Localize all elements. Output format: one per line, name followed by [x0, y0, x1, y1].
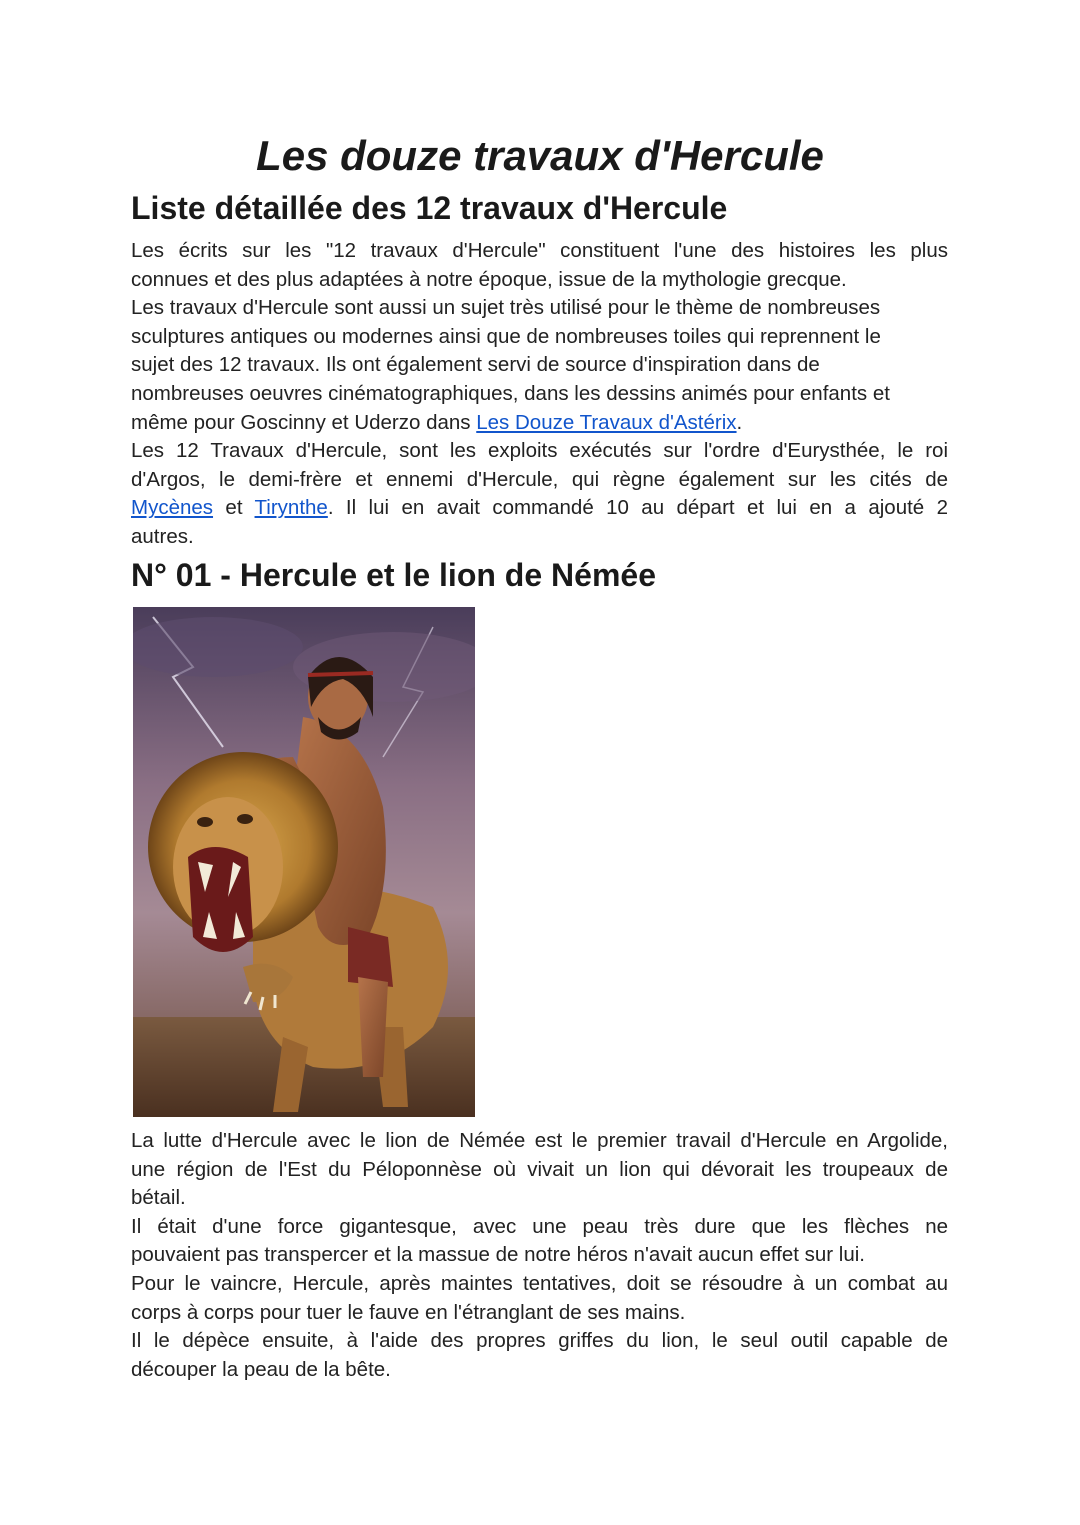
text-line	[131, 494, 948, 523]
section-subtitle: Liste détaillée des 12 travaux d'Hercule	[131, 190, 728, 226]
text-line: d'Argos, le demi-frère et ennemi d'Hercule, qui règne également sur les cités de	[131, 467, 948, 491]
text-line: La lutte d'Hercule avec le lion de Némée est le premier travail d'Hercule en Argolide,	[131, 1129, 948, 1152]
text-line: bétail.	[131, 1186, 186, 1210]
text-line: Les 12 Travaux d'Hercule, sont les exploits exécutés sur l'ordre d'Eurysthée, le roi	[131, 439, 948, 463]
text-line: sujet des 12 travaux. Ils ont également servi de source d'inspiration dans de	[131, 353, 820, 377]
text-fragment: et	[213, 496, 255, 520]
text-line: découper la peau de la bête.	[131, 1357, 391, 1381]
text-line: autres.	[131, 524, 194, 548]
text-line: pouvaient pas transpercer et la massue de notre héros n'avait aucun effet sur lui.	[131, 1243, 865, 1267]
text-fragment: . Il lui en avait commandé 10 au départ et lui en a ajouté 2	[327, 496, 948, 520]
intro-paragraph	[131, 237, 948, 552]
text-line: nombreuses oeuvres cinématographiques, dans les dessins animés pour enfants et	[131, 381, 890, 405]
lion-paragraph	[131, 1127, 948, 1384]
hercules-lion-illustration	[133, 607, 475, 1117]
text-line: sculptures antiques ou modernes ainsi que de nombreuses toiles qui reprennent le	[131, 324, 881, 348]
text-line	[131, 409, 948, 438]
document-title: Les douze travaux d'Hercule	[256, 132, 824, 179]
section-heading-lion: N° 01 - Hercule et le lion de Némée	[131, 557, 656, 593]
text-line: Pour le vaincre, Hercule, après maintes tentatives, doit se résoudre à un combat au	[131, 1271, 948, 1295]
illustration-svg	[133, 607, 475, 1117]
text-line: Les écrits sur les "12 travaux d'Hercule" constituent l'une des histoires les plus	[131, 239, 948, 262]
text-line: connues et des plus adaptées à notre époque, issue de la mythologie grecque.	[131, 267, 847, 291]
asterix-link[interactable]: Les Douze Travaux d'Astérix	[476, 410, 737, 434]
tirynthe-link[interactable]: Tirynthe	[254, 496, 328, 520]
text-line: Les travaux d'Hercule sont aussi un sujet très utilisé pour le thème de nombreuses	[131, 296, 881, 320]
text-line: Il le dépèce ensuite, à l'aide des propres griffes du lion, le seul outil capable de	[131, 1329, 948, 1353]
text-fragment: .	[736, 410, 743, 434]
mycenes-link[interactable]: Mycènes	[131, 496, 214, 520]
text-line: une région de l'Est du Péloponnèse où vivait un lion qui dévorait les troupeaux de	[131, 1157, 948, 1181]
text-line: corps à corps pour tuer le fauve en l'étranglant de ses mains.	[131, 1300, 686, 1324]
text-fragment: même pour Goscinny et Uderzo dans	[131, 410, 477, 434]
text-line: Il était d'une force gigantesque, avec une peau très dure que les flèches ne	[131, 1214, 948, 1238]
